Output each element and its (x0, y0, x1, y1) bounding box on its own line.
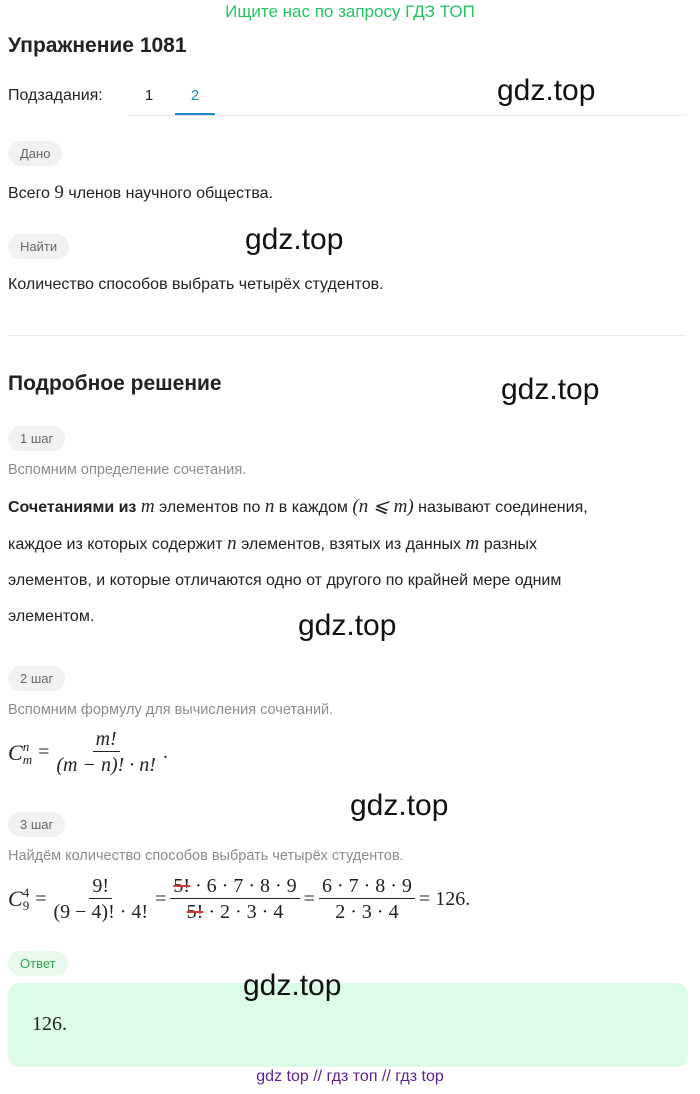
step-1-hint: Вспомним определение сочетания. (8, 462, 247, 478)
subtasks-label: Подзадания: (8, 87, 103, 104)
step-2-hint: Вспомним формулу для вычисления сочетаний. (8, 702, 334, 718)
step-3-hint: Найдём количество способов выбрать четырёх студентов. (8, 848, 404, 864)
step-1-definition: Сочетаниями из m элементов по n в каждом (n ⩽ m) называют соединения, каждое из которых содержит n элементов, взятых из данных m разных элементов, и которые отличаются одно от другого по крайней мере одним элементом. (8, 496, 588, 625)
find-text: Количество способов выбрать четырёх студентов. (8, 276, 384, 293)
given-badge: Дано (8, 141, 62, 166)
watermark: gdz.top (245, 223, 344, 256)
combinations-formula: C n m = $\frac{m!}{(m - n)! \cdot n!}$ . (8, 728, 168, 776)
find-badge: Найти (8, 234, 69, 259)
calculation-formula: C 4 9 = $\frac{9!}{(9 - 4)! \cdot 4!}$ = $\frac{5! \cdot 6 \cdot 7 \cdot 8 \cdot 9}{5! \cdot 2 \cdot 3 \cdot 4}$ = $\frac{6 \cdot 7 \cdot 8 \cdot 9}{2 \cdot 3 \cdot 4}$ = 126. (8, 874, 471, 923)
answer-box (8, 983, 688, 1067)
top-banner: Ищите нас по запросу ГДЗ ТОП (225, 2, 475, 21)
watermark: gdz.top (501, 373, 600, 406)
watermark: gdz.top (298, 609, 397, 642)
footer-links[interactable]: gdz top // гдз топ // гдз top (256, 1068, 444, 1085)
step-2-badge: 2 шаг (8, 666, 65, 691)
answer-badge: Ответ (8, 951, 68, 976)
watermark: gdz.top (350, 789, 449, 822)
subtasks-divider (128, 115, 686, 116)
given-text: Всего 9 членов научного общества. (8, 182, 273, 203)
subtask-tab-2[interactable]: 2 (190, 87, 200, 104)
watermark: gdz.top (243, 969, 342, 1002)
subtask-tab-1[interactable]: 1 (144, 87, 154, 104)
page-title: Упражнение 1081 (8, 34, 187, 57)
active-tab-indicator (175, 113, 215, 115)
answer-value: 126. (32, 1013, 67, 1035)
watermark: gdz.top (497, 74, 596, 107)
section-divider (8, 335, 686, 336)
step-1-badge: 1 шаг (8, 426, 65, 451)
step-3-badge: 3 шаг (8, 812, 65, 837)
solution-heading: Подробное решение (8, 372, 222, 395)
